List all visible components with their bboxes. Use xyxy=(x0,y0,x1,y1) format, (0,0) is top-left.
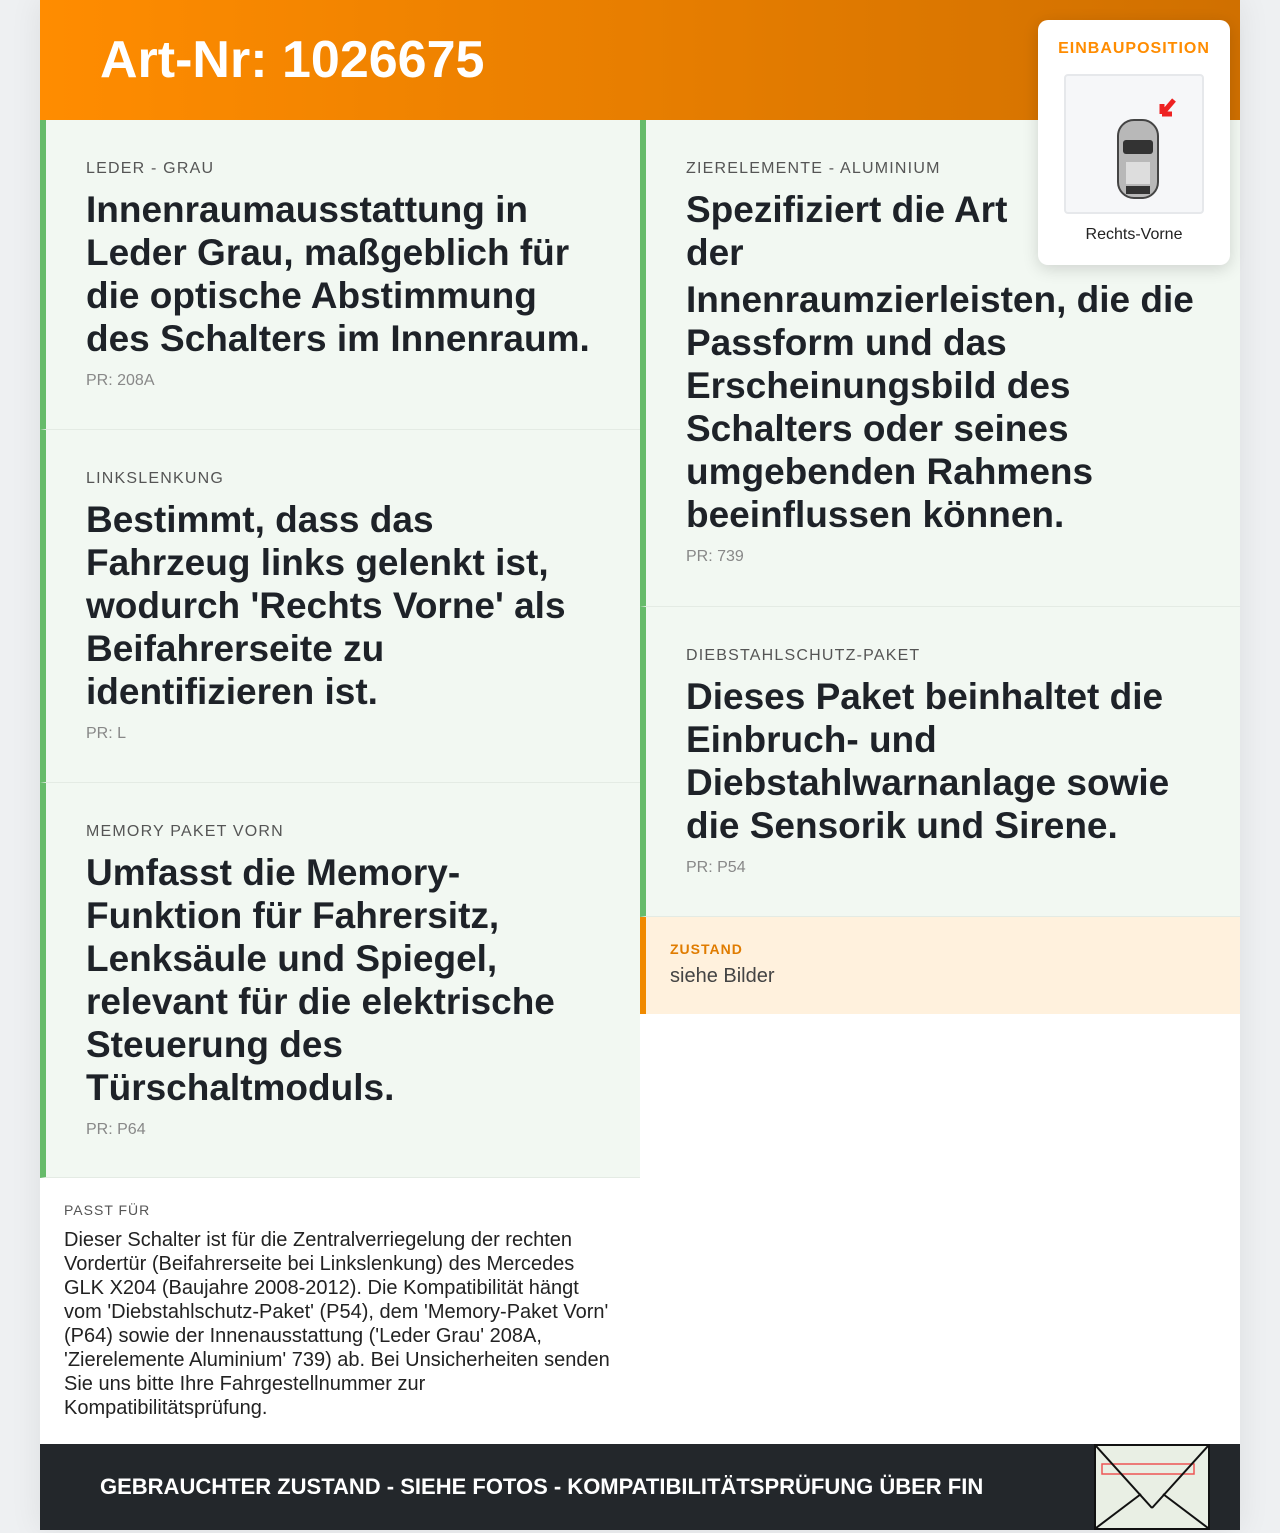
option-pr: PR: L xyxy=(86,725,127,742)
compatibility-label: PASST FÜR xyxy=(64,1202,151,1218)
position-label: EINBAUPOSITION xyxy=(1058,40,1210,57)
article-number: Art-Nr: 1026675 xyxy=(100,31,485,89)
option-card xyxy=(40,783,640,1178)
option-title: Umfasst die Memory-Funktion für Fahrersitz, Lenksäule und Spiegel, relevant für die elektrische Steuerung des Türschaltmoduls. xyxy=(86,852,555,1108)
compatibility-section xyxy=(40,1178,640,1444)
option-title: Innenraumausstattung in Leder Grau, maßgeblich für die optische Abstimmung des Schalters im Innenraum. xyxy=(86,189,590,359)
option-label: DIEBSTAHLSCHUTZ-PAKET xyxy=(686,647,921,664)
envelope-vin-image xyxy=(1094,1444,1210,1530)
option-pr: PR: 739 xyxy=(686,548,744,565)
option-label: LINKSLENKUNG xyxy=(86,470,224,487)
car-icon xyxy=(1066,76,1202,212)
position-value: Rechts-Vorne xyxy=(1085,226,1183,243)
option-card xyxy=(40,430,640,783)
footer-banner xyxy=(40,1444,1240,1530)
option-pr: PR: P54 xyxy=(686,859,746,876)
option-pr: PR: 208A xyxy=(86,372,155,389)
compatibility-text: Dieser Schalter ist für die Zentralverriegelung der rechten Vordertür (Beifahrerseite bei Linkslenkung) des Mercedes GLK X204 (Baujahre 2008-2012). Die Kompatibilität hängt vom 'Diebstahlschutz-Paket' (P54), dem 'Memory-Paket Vorn' (P64) sowie der Innenausstattung ('Leder Grau' 208A, 'Zierelemente Aluminium' 739) ab. Bei Unsicherheiten senden Sie uns bitte Ihre Fahrgestellnummer zur Kompatibilitätsprüfung. xyxy=(64,1229,610,1419)
option-title: Spezifiziert die Art der Innenraumzierleisten, die die Passform und das Erscheinungsbild des Schalters oder seines umgebenden Rahmens beeinflussen können. xyxy=(686,189,1194,535)
condition-section xyxy=(640,917,1240,1014)
condition-label: ZUSTAND xyxy=(670,941,743,957)
right-column xyxy=(640,120,1240,1444)
option-card xyxy=(640,607,1240,917)
footer-text: GEBRAUCHTER ZUSTAND - SIEHE FOTOS - KOMPATIBILITÄTSPRÜFUNG ÜBER FIN xyxy=(100,1474,984,1499)
car-position-image xyxy=(1064,74,1204,214)
option-title: Dieses Paket beinhaltet die Einbruch- und Diebstahlwarnanlage sowie die Sensorik und Sirene. xyxy=(686,676,1170,846)
left-column xyxy=(40,120,640,1444)
option-pr: PR: P64 xyxy=(86,1121,146,1138)
option-title: Bestimmt, dass das Fahrzeug links gelenkt ist, wodurch 'Rechts Vorne' als Beifahrerseite zu identifizieren ist. xyxy=(86,499,566,712)
position-badge xyxy=(1038,20,1230,265)
condition-value: siehe Bilder xyxy=(670,965,775,987)
option-label: ZIERELEMENTE - ALUMINIUM xyxy=(686,160,941,177)
option-label: LEDER - GRAU xyxy=(86,160,215,177)
option-label: MEMORY PAKET VORN xyxy=(86,823,284,840)
option-card xyxy=(40,120,640,430)
